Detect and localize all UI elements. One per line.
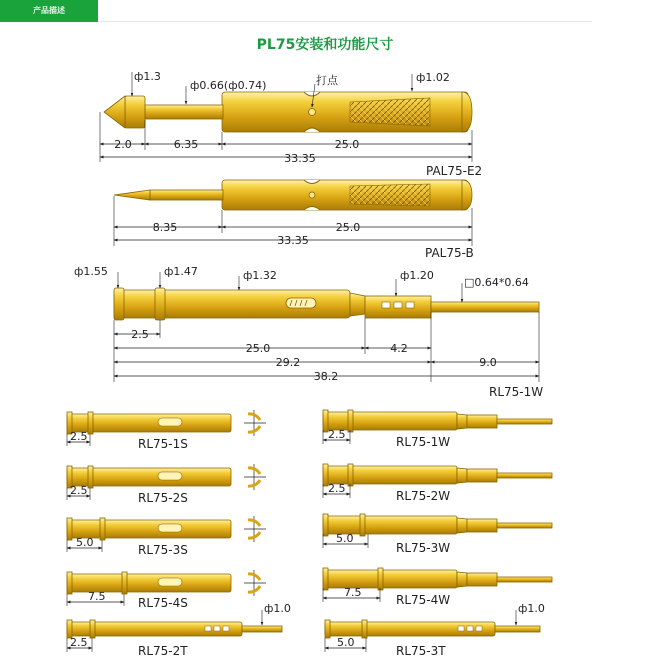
e2-dim-barrel: 25.0 bbox=[334, 138, 360, 151]
b-dim-plunger: 8.35 bbox=[152, 221, 178, 234]
w1-part-name: RL75-1W bbox=[489, 385, 544, 399]
1s-dim: 2.5 bbox=[70, 430, 88, 443]
3t-name: RL75-3T bbox=[396, 644, 446, 658]
w1-square: □0.64*0.64 bbox=[464, 276, 529, 289]
w1-collar-a bbox=[114, 288, 124, 320]
3s-dim: 5.0 bbox=[76, 536, 94, 549]
2w-dim: 2.5 bbox=[328, 482, 346, 495]
pal75-e2-drawing bbox=[100, 70, 482, 178]
b-dim-total: 33.35 bbox=[277, 234, 309, 247]
e2-phi-tip: ф1.3 bbox=[134, 70, 161, 83]
e2-phi-plunger: ф0.66(ф0.74) bbox=[190, 79, 267, 92]
w1-dim-c: 4.2 bbox=[390, 342, 408, 355]
4s-name: RL75-4S bbox=[138, 596, 188, 610]
2s-name: RL75-2S bbox=[138, 491, 188, 505]
rl75-2w bbox=[323, 464, 552, 503]
w1-dim-b: 25.0 bbox=[245, 342, 271, 355]
rl75-1s bbox=[67, 410, 266, 451]
pal75-b-drawing bbox=[114, 180, 474, 260]
rl75-2t bbox=[67, 602, 291, 658]
b-dim-barrel: 25.0 bbox=[335, 221, 361, 234]
3t-phi: ф1.0 bbox=[518, 602, 545, 615]
rl75-4s bbox=[67, 570, 266, 610]
w1-phi-b: ф1.47 bbox=[164, 265, 198, 278]
w1-dim-total: 38.2 bbox=[313, 370, 339, 383]
e2-barrel-end bbox=[462, 92, 472, 132]
4w-name: RL75-4W bbox=[396, 593, 451, 607]
b-plunger bbox=[150, 190, 223, 200]
2t-dim: 2.5 bbox=[70, 636, 88, 649]
rl75-3w bbox=[323, 514, 552, 555]
e2-plunger bbox=[145, 105, 223, 119]
w1-phi-d: ф1.20 bbox=[400, 269, 434, 282]
rl75-1w-drawing bbox=[74, 265, 543, 399]
1w-small-name: RL75-1W bbox=[396, 435, 451, 449]
e2-mark-label: 打点 bbox=[316, 74, 338, 87]
2s-dim: 2.5 bbox=[70, 484, 88, 497]
e2-mark-dot bbox=[309, 109, 316, 116]
e2-barrel bbox=[222, 92, 468, 132]
e2-knurl-section bbox=[350, 98, 430, 126]
rl75-2s bbox=[67, 464, 266, 505]
2t-phi: ф1.0 bbox=[264, 602, 291, 615]
4s-dim: 7.5 bbox=[88, 590, 106, 603]
w1-phi-c: ф1.32 bbox=[243, 269, 277, 282]
product-description-tab[interactable]: 产品描述 bbox=[0, 0, 98, 22]
e2-tip bbox=[104, 96, 125, 128]
b-knurl-section bbox=[350, 184, 430, 206]
e2-dim-plunger: 6.35 bbox=[173, 138, 199, 151]
w1-dim-d: 29.2 bbox=[275, 356, 301, 369]
1w-dim: 2.5 bbox=[328, 428, 346, 441]
3w-name: RL75-3W bbox=[396, 541, 451, 555]
b-part-name: PAL75-B bbox=[425, 246, 474, 260]
e2-phi-barrel: ф1.02 bbox=[416, 71, 450, 84]
w1-square-pin bbox=[431, 302, 539, 312]
b-needle-tip bbox=[114, 190, 150, 200]
rl75-3s bbox=[67, 516, 266, 557]
rl75-3t bbox=[325, 602, 545, 658]
e2-part-name: PAL75-E2 bbox=[426, 164, 483, 178]
e2-dim-tip: 2.0 bbox=[114, 138, 132, 151]
b-barrel bbox=[222, 180, 468, 210]
e2-head bbox=[125, 96, 145, 128]
w1-collar-b bbox=[155, 288, 165, 320]
4w-dim: 7.5 bbox=[344, 586, 362, 599]
2w-name: RL75-2W bbox=[396, 489, 451, 503]
1s-name: RL75-1S bbox=[138, 437, 188, 451]
2t-name: RL75-2T bbox=[138, 644, 188, 658]
rl75-1w-small bbox=[323, 410, 552, 449]
3w-dim: 5.0 bbox=[336, 532, 354, 545]
3s-name: RL75-3S bbox=[138, 543, 188, 557]
page-title: PL75安装和功能尺寸 bbox=[256, 37, 394, 53]
w1-phi-a: ф1.55 bbox=[74, 265, 108, 278]
3t-dim: 5.0 bbox=[337, 636, 355, 649]
w1-dim-a: 2.5 bbox=[131, 328, 149, 341]
e2-dim-total: 33.35 bbox=[284, 152, 316, 165]
w1-dim-e: 9.0 bbox=[479, 356, 497, 369]
